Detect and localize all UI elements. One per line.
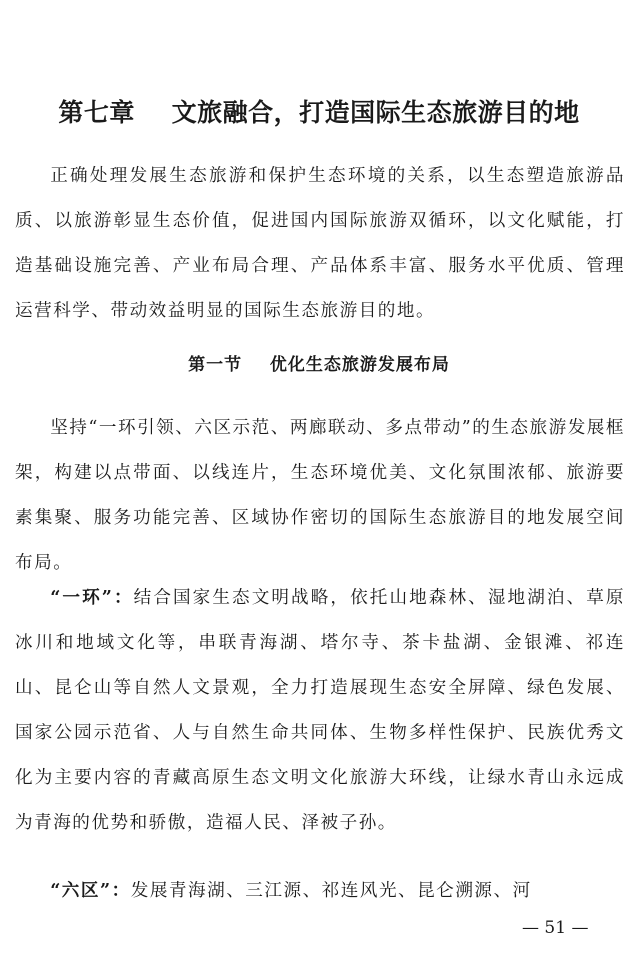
intro-paragraph: 正确处理发展生态旅游和保护生态环境的关系，以生态塑造旅游品质、以旅游彰显生态价值，促进国内国际旅游双循环，以文化赋能，打造基础设施完善、产业布局合理、产品体系丰富、服务水平优质、管理运营科学、带动效益明显的国际生态旅游目的地。 xyxy=(15,166,625,321)
ring-label: “一环”： xyxy=(50,587,134,608)
layout-paragraph: 坚持“一环引领、六区示范、两廊联动、多点带动”的生态旅游发展框架，构建以点带面、以线连片，生态环境优美、文化氛围浓郁、旅游要素集聚、服务功能完善、区域协作密切的国际生态旅游目的地发展空间布局。 xyxy=(15,418,625,573)
page-number: — 51 — xyxy=(522,918,589,938)
ring-paragraph xyxy=(15,575,625,846)
six-zones-label: “六区”： xyxy=(50,880,131,901)
six-zones-paragraph xyxy=(15,868,625,914)
chapter-title: 第七章 文旅融合，打造国际生态旅游目的地 xyxy=(58,98,580,127)
ring-text: 结合国家生态文明战略，依托山地森林、湿地湖泊、草原冰川和地域文化等，串联青海湖、塔尔寺、茶卡盐湖、金银滩、祁连山、昆仑山等自然人文景观，全力打造展现生态安全屏障、绿色发展、国家公园示范省、人与自然生命共同体、生物多样性保护、民族优秀文化为主要内容的青藏高原生态文明文化旅游大环线，让绿水青山永远成为青海的优势和骄傲，造福人民、泽被子孙。 xyxy=(15,588,625,833)
six-zones-text: 发展青海湖、三江源、祁连风光、昆仑溯源、河 xyxy=(130,881,532,901)
section-title: 第一节 优化生态旅游发展布局 xyxy=(188,355,450,375)
